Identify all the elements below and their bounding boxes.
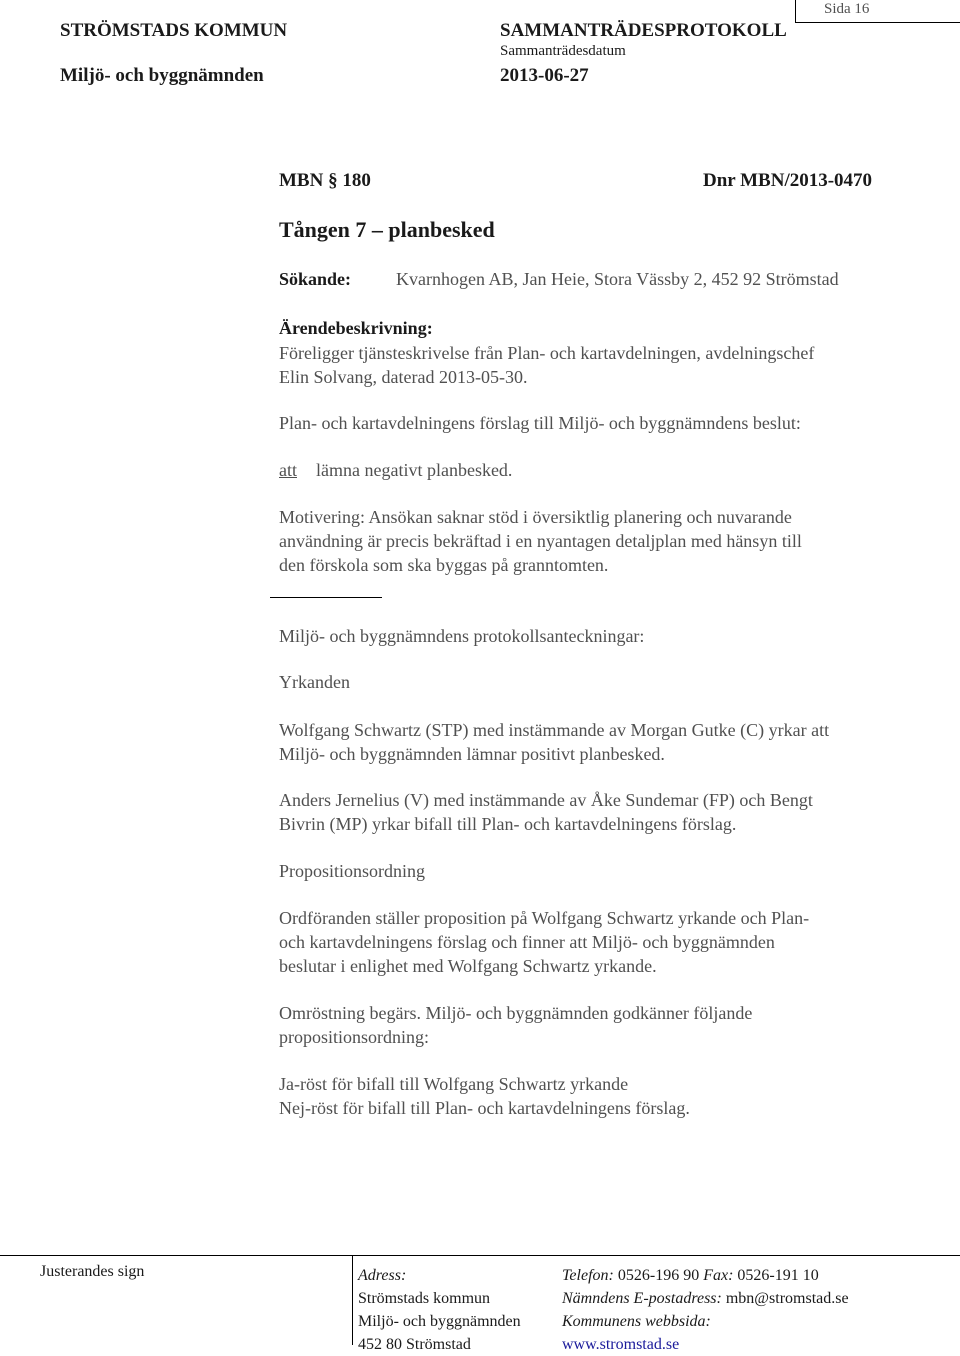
header-corner-vline — [795, 0, 796, 22]
paragraph-line: Wolfgang Schwartz (STP) med instämmande av Morgan Gutke (C) yrkar att — [279, 720, 830, 740]
case-dnr: Dnr MBN/2013-0470 — [703, 170, 873, 191]
att-word: att — [279, 460, 297, 480]
org-name: STRÖMSTADS KOMMUN — [60, 20, 288, 41]
address-label: Adress: — [358, 1267, 407, 1284]
applicant: Kvarnhogen AB, Jan Heie, Stora Vässby 2, 452 92 Strömstad — [396, 269, 839, 289]
proposal-intro: Plan- och kartavdelningens förslag till Miljö- och byggnämndens beslut: — [279, 413, 801, 433]
paragraph-line: Miljö- och byggnämnden lämnar positivt planbesked. — [279, 744, 665, 764]
date-label: Sammanträdesdatum — [500, 43, 626, 59]
paragraph-line: propositionsordning: — [279, 1027, 430, 1047]
motivation-line: Motivering: Ansökan saknar stöd i översiktlig planering och nuvarande — [279, 507, 792, 527]
email-label: Nämndens E-postadress: — [562, 1290, 722, 1307]
meeting-date: 2013-06-27 — [500, 65, 589, 86]
address-line: Miljö- och byggnämnden — [358, 1313, 521, 1330]
footer-divider — [352, 1255, 353, 1345]
paragraph-line: beslutar i enlighet med Wolfgang Schwartz yrkande. — [279, 956, 657, 976]
address-line: 452 80 Strömstad — [358, 1336, 471, 1353]
description-line: Föreligger tjänsteskrivelse från Plan- och kartavdelningen, avdelningschef — [279, 343, 815, 363]
paragraph-line: Ordföranden ställer proposition på Wolfgang Schwartz yrkande och Plan- — [279, 908, 810, 928]
case-number: MBN § 180 — [279, 170, 371, 191]
motivation-line: den förskola som ska byggas på granntomten. — [279, 555, 609, 575]
paragraph-line: Ja-röst för bifall till Wolfgang Schwartz yrkande — [279, 1074, 629, 1094]
paragraph-line: och kartavdelningens förslag och finner att Miljö- och byggnämnden — [279, 932, 775, 952]
phone-label: Telefon: — [562, 1267, 614, 1284]
motivation-line: användning är precis bekräftad i en nyantagen detaljplan med hänsyn till — [279, 531, 802, 551]
email-row — [562, 1287, 849, 1310]
att-text: lämna negativt planbesked. — [316, 460, 513, 480]
yrkanden-heading: Yrkanden — [279, 672, 350, 692]
address-line: Strömstads kommun — [358, 1290, 491, 1307]
footer-rule — [0, 1255, 960, 1256]
proposition-heading: Propositionsordning — [279, 861, 426, 881]
phone-number: 0526-196 90 — [617, 1267, 700, 1284]
web-link[interactable]: www.stromstad.se — [562, 1336, 680, 1353]
description-heading: Ärendebeskrivning: — [279, 318, 433, 338]
justerandes-sign: Justerandes sign — [40, 1263, 145, 1280]
page-number: Sida 16 — [824, 1, 870, 17]
web-label: Kommunens webbsida: — [562, 1313, 711, 1330]
paragraph-line: Nej-röst för bifall till Plan- och kartavdelningens förslag. — [279, 1098, 690, 1118]
case-title: Tången 7 – planbesked — [279, 217, 495, 242]
applicant-label: Sökande: — [279, 269, 352, 289]
fax-number: 0526-191 10 — [737, 1267, 819, 1284]
separator-line — [270, 597, 382, 598]
paragraph-line: Anders Jernelius (V) med instämmande av Åke Sundemar (FP) och Bengt — [279, 790, 813, 810]
fax-label: Fax: — [703, 1267, 734, 1284]
paragraph-line: Bivrin (MP) yrkar bifall till Plan- och kartavdelningens förslag. — [279, 814, 737, 834]
paragraph-line: Omröstning begärs. Miljö- och byggnämnden godkänner följande — [279, 1003, 753, 1023]
header-corner-hline — [795, 22, 960, 23]
description-line: Elin Solvang, daterad 2013-05-30. — [279, 367, 528, 387]
email-address[interactable]: mbn@stromstad.se — [725, 1290, 849, 1307]
minutes-heading: Miljö- och byggnämndens protokollsanteckningar: — [279, 626, 645, 646]
phone-fax-row — [562, 1264, 819, 1287]
doc-type: SAMMANTRÄDESPROTOKOLL — [500, 20, 787, 41]
committee-name: Miljö- och byggnämnden — [60, 65, 264, 86]
